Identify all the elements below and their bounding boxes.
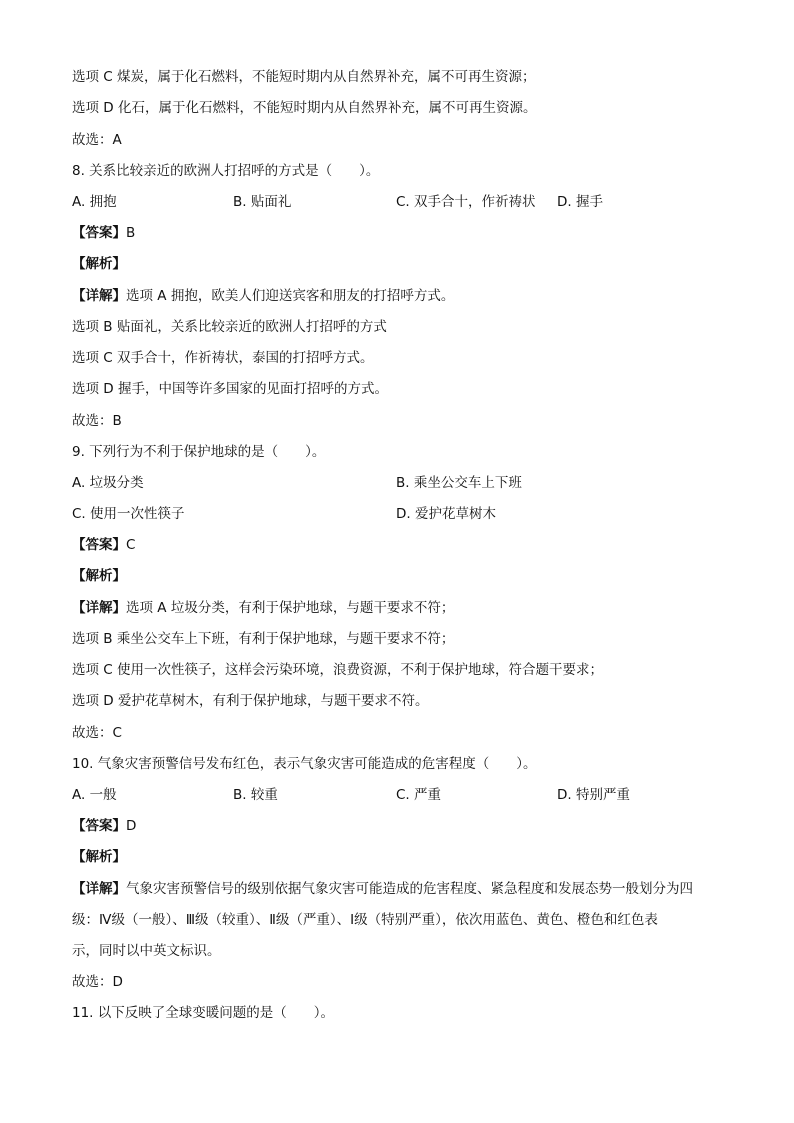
- q9-answer: [72, 536, 135, 554]
- q10-stem: 10. 气象灾害预警信号发布红色，表示气象灾害可能造成的危害程度（ ）。: [72, 756, 537, 772]
- q10-detail-1: [72, 880, 693, 898]
- q10-detail-2: 级：Ⅳ级（一般）、Ⅲ级（较重）、Ⅱ级（严重）、Ⅰ级（特别严重），依次用蓝色、黄色、橙色和红色表: [72, 912, 658, 928]
- detail-tag: 【详解】: [72, 600, 126, 616]
- q8-option-c: C. 双手合十，作祈祷状: [396, 194, 536, 210]
- detail-text: 选项 A 垃圾分类，有利于保护地球，与题干要求不符；: [126, 600, 455, 616]
- q8-answer: [72, 224, 135, 242]
- q7-choice: 故选：A: [72, 132, 122, 148]
- q8-option-a: A. 拥抱: [72, 194, 117, 210]
- q8-stem: 8. 关系比较亲近的欧洲人打招呼的方式是（ ）。: [72, 163, 380, 179]
- q9-detail-4: 选项 D 爱护花草树木，有利于保护地球，与题干要求不符。: [72, 693, 429, 709]
- q9-option-d: D. 爱护花草树木: [396, 506, 496, 522]
- q9-choice: 故选：C: [72, 725, 122, 741]
- q8-detail-3: 选项 C 双手合十，作祈祷状，泰国的打招呼方式。: [72, 350, 374, 366]
- q9-detail-1: [72, 599, 454, 617]
- answer-value: B: [126, 225, 136, 241]
- q9-stem: 9. 下列行为不利于保护地球的是（ ）。: [72, 444, 326, 460]
- q9-analysis-tag: 【解析】: [72, 568, 126, 584]
- answer-tag: 【答案】: [72, 225, 126, 241]
- detail-text: 选项 A 拥抱，欧美人们迎送宾客和朋友的打招呼方式。: [126, 288, 455, 304]
- q10-choice: 故选：D: [72, 974, 123, 990]
- q10-option-b: B. 较重: [233, 787, 278, 803]
- q9-detail-3: 选项 C 使用一次性筷子，这样会污染环境，浪费资源，不利于保护地球，符合题干要求；: [72, 662, 604, 678]
- q9-option-b: B. 乘坐公交车上下班: [396, 475, 522, 491]
- q9-detail-2: 选项 B 乘坐公交车上下班，有利于保护地球，与题干要求不符；: [72, 631, 455, 647]
- q7-option-d-explanation: 选项 D 化石，属于化石燃料，不能短时期内从自然界补充，属不可再生资源。: [72, 100, 537, 116]
- q10-option-d: D. 特别严重: [557, 787, 630, 803]
- q9-option-c: C. 使用一次性筷子: [72, 506, 185, 522]
- answer-tag: 【答案】: [72, 537, 126, 553]
- q10-detail-3: 示，同时以中英文标识。: [72, 943, 221, 959]
- q10-option-a: A. 一般: [72, 787, 117, 803]
- q8-choice: 故选：B: [72, 413, 122, 429]
- q8-option-d: D. 握手: [557, 194, 603, 210]
- q10-option-c: C. 严重: [396, 787, 442, 803]
- answer-value: D: [126, 818, 137, 834]
- q8-option-b: B. 贴面礼: [233, 194, 292, 210]
- q8-analysis-tag: 【解析】: [72, 256, 126, 272]
- answer-value: C: [126, 537, 136, 553]
- q9-option-a: A. 垃圾分类: [72, 475, 144, 491]
- q11-stem: 11. 以下反映了全球变暖问题的是（ ）。: [72, 1005, 335, 1021]
- detail-tag: 【详解】: [72, 881, 126, 897]
- q10-analysis-tag: 【解析】: [72, 849, 126, 865]
- q7-option-c-explanation: 选项 C 煤炭，属于化石燃料，不能短时期内从自然界补充，属不可再生资源；: [72, 69, 536, 85]
- answer-tag: 【答案】: [72, 818, 126, 834]
- q8-detail-2: 选项 B 贴面礼，关系比较亲近的欧洲人打招呼的方式: [72, 319, 387, 335]
- q10-answer: [72, 817, 136, 835]
- detail-text: 气象灾害预警信号的级别依据气象灾害可能造成的危害程度、紧急程度和发展态势一般划分为四: [126, 881, 693, 897]
- q8-detail-1: [72, 287, 454, 305]
- detail-tag: 【详解】: [72, 288, 126, 304]
- q8-detail-4: 选项 D 握手，中国等许多国家的见面打招呼的方式。: [72, 381, 388, 397]
